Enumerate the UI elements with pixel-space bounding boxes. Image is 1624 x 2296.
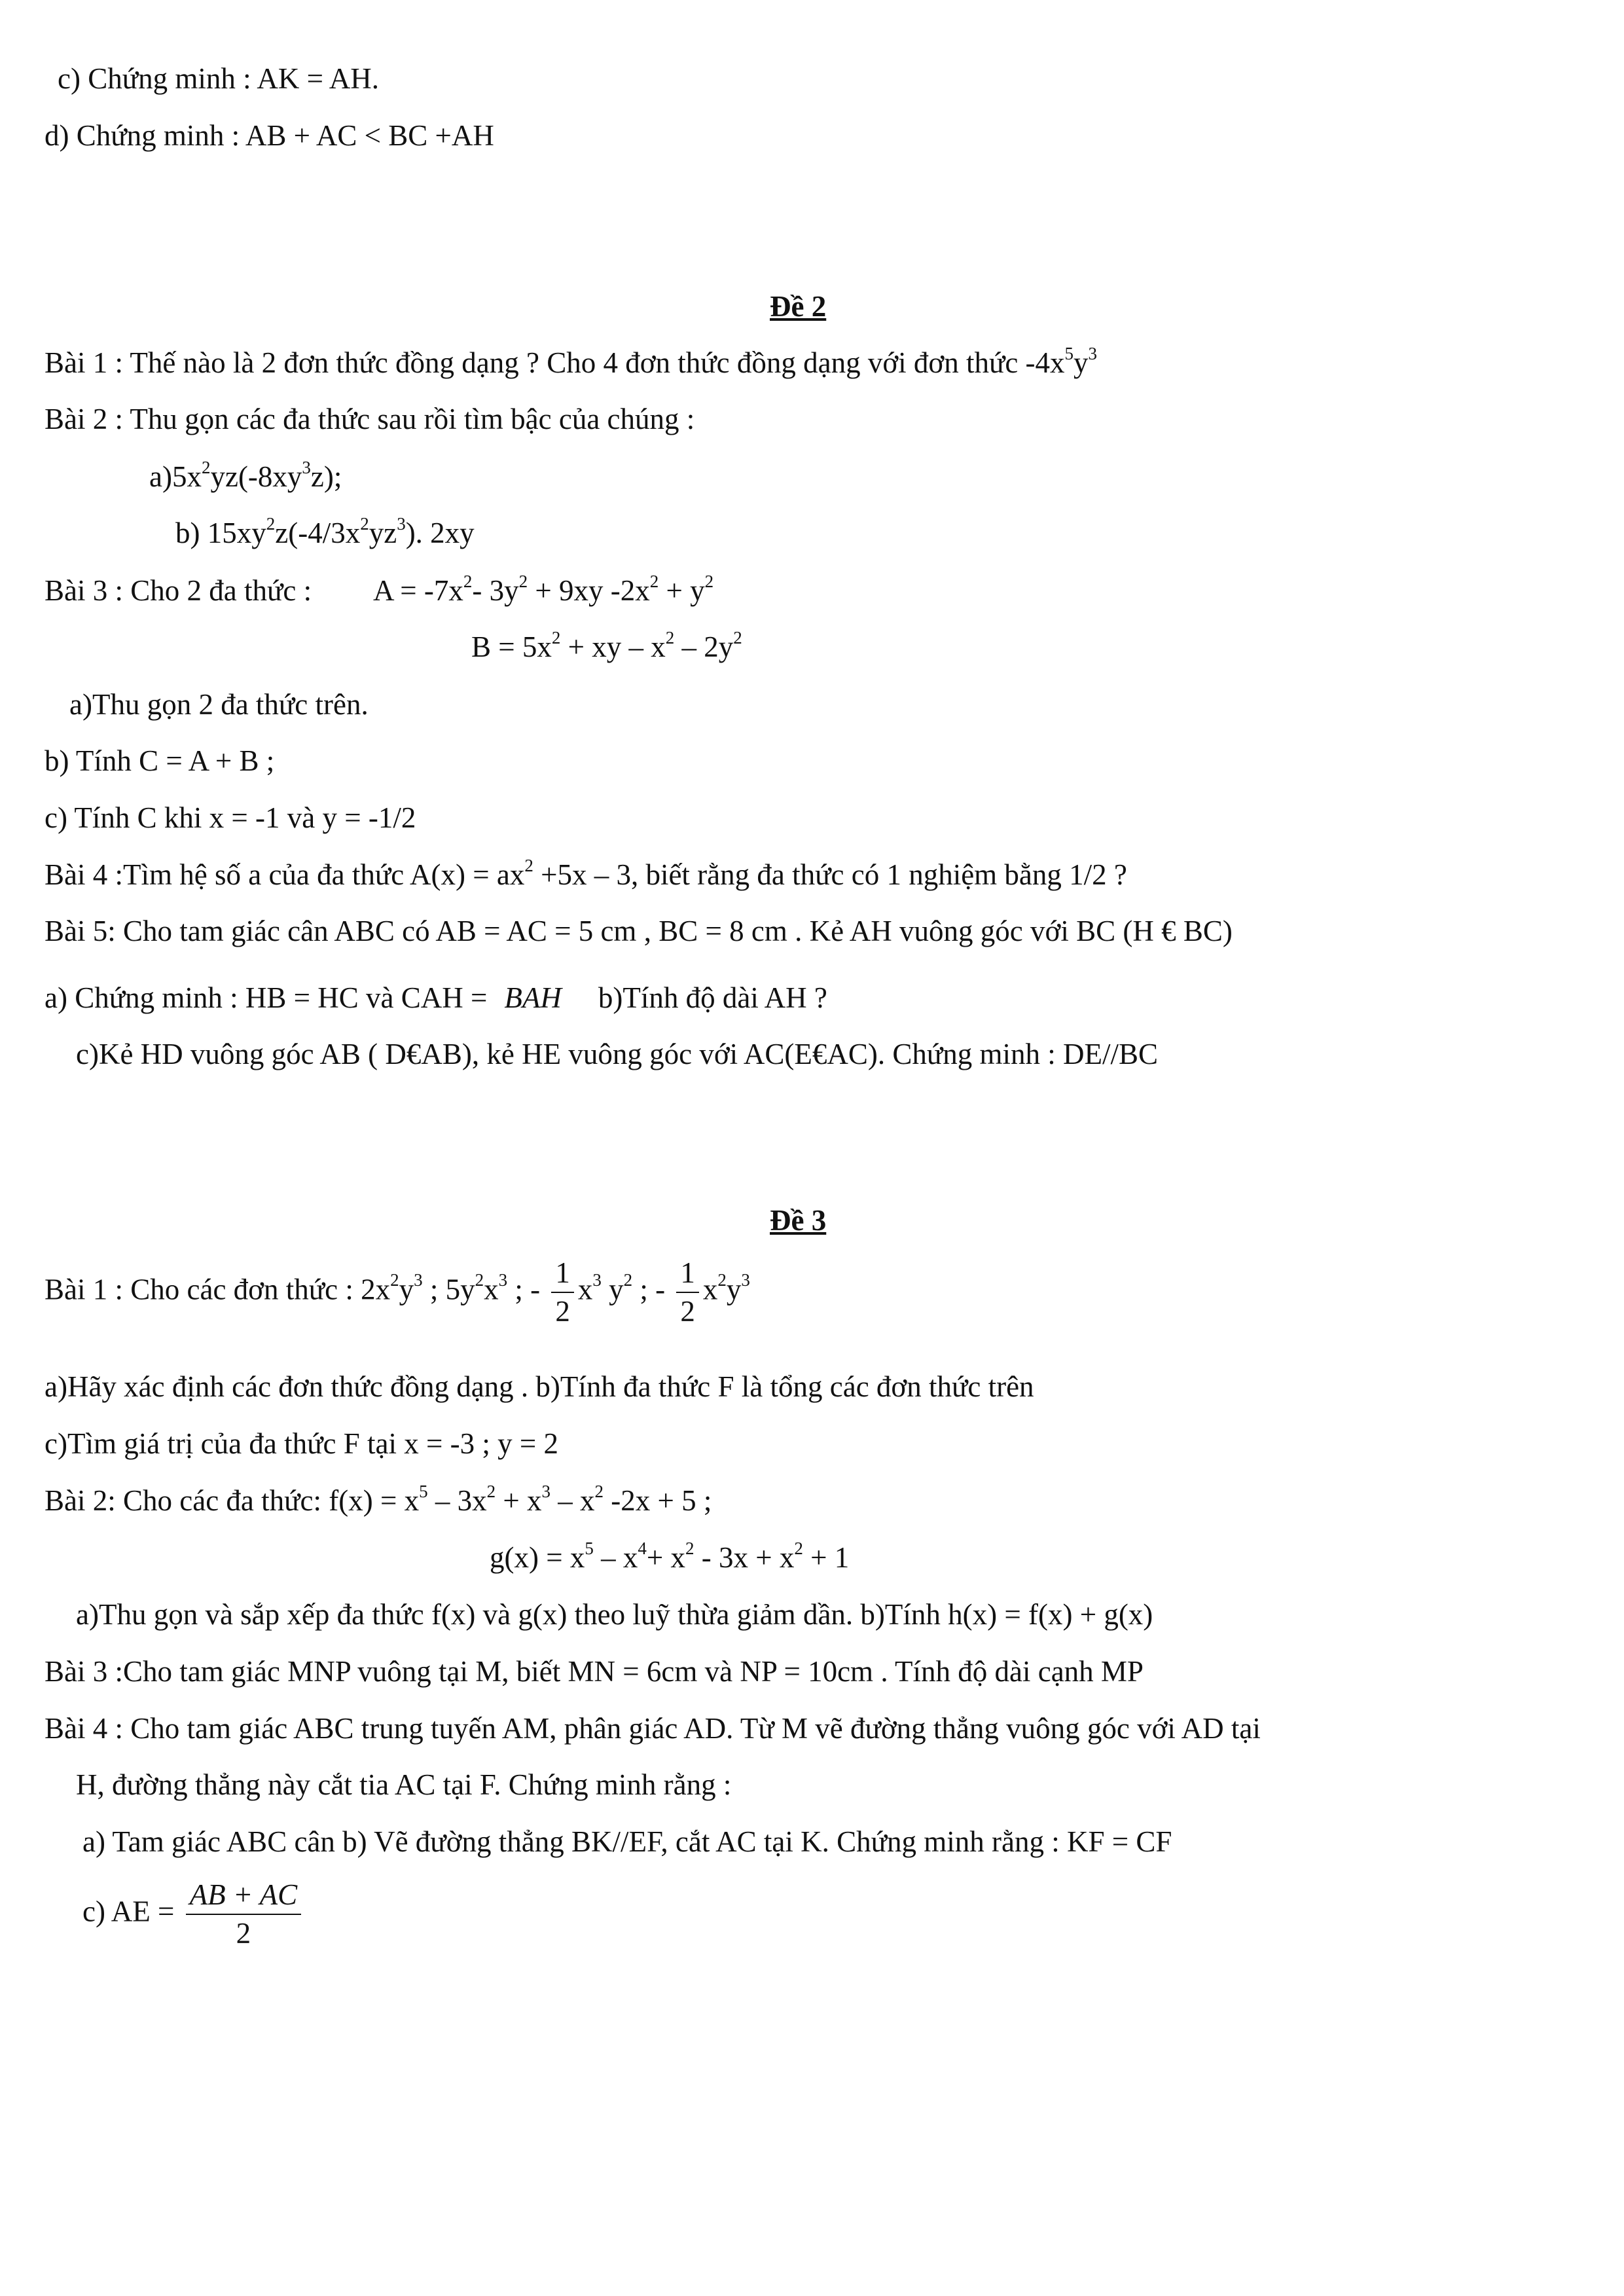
de3-bai4-line2: H, đường thẳng này cắt tia AC tại F. Chứng minh rằng : xyxy=(76,1768,732,1801)
de2-bai3-b: b) Tính C = A + B ; xyxy=(45,744,275,777)
de2-bai5-c: c)Kẻ HD vuông góc AB ( D€AB), kẻ HE vuông góc với AC(E€AC). Chứng minh : DE//BC xyxy=(76,1038,1159,1070)
de2-title: Đề 2 xyxy=(770,290,827,323)
de3-bai4-c: c) AE = $\frac{AB + AC}{2}$ xyxy=(82,1880,305,1948)
de3-bai2-g: $g(x) = x^5 - x^4+ x^2 - 3x + x^2 + 1$ xyxy=(490,1538,850,1574)
de3-title: Đề 3 xyxy=(770,1204,827,1237)
de3-bai2-ab: a)Thu gọn và sắp xếp đa thức f(x) và g(x) theo luỹ thừa giảm dần. b)Tính h(x) = f(x) + g(x) xyxy=(76,1598,1153,1631)
fraction-one-half-b: $\frac{1}{2}$ xyxy=(676,1258,699,1326)
de2-bai3-poly-b: $B = 5x^2$ + xy – $x^2 - 2y^2$ xyxy=(471,627,742,663)
de2-bai4: Bài 4 :Tìm hệ số a của đa thức $A(x) = ax^2 +5x - 3$, biết rằng đa thức có 1 nghiệm bằng 1/2 ? xyxy=(45,855,1127,891)
fraction-ab-plus-ac-over-2: $\frac{AB + AC}{2}$ xyxy=(186,1880,302,1948)
de2-bai3-c: c) Tính C khi x = -1 và y = -1/2 xyxy=(45,801,416,834)
de3-bai1-c: c)Tìm giá trị của đa thức F tại x = -3 ; y = 2 xyxy=(45,1427,558,1460)
de2-bai3-a: a)Thu gọn 2 đa thức trên. xyxy=(69,688,369,721)
de2-bai3-label: Bài 3 : Cho 2 đa thức : xyxy=(45,574,312,607)
de2-bai5-ab: a) Chứng minh : HB = HC và CAH = BAH b)Tính độ dài AH ? xyxy=(45,981,827,1014)
de3-bai1-ab: a)Hãy xác định các đơn thức đồng dạng . b)Tính đa thức F là tổng các đơn thức trên xyxy=(45,1370,1034,1403)
de2-bai3-poly-a: $A = -7x^2-$ $3y^2 + 9xy$ $-2x^2 + y^2$ xyxy=(373,571,714,607)
de2-bai2-b: b) $15xy^2z(-4/3x^2yz^3)$. 2xy xyxy=(175,513,475,549)
fraction-one-half-a: $\frac{1}{2}$ xyxy=(551,1258,574,1326)
de3-bai1: Bài 1 : Cho các đơn thức : $2x^2y^3$ ; $5y^2x^3$ ; - $\frac{1}{2}$ $x^3$ $y^2$ ; - $\frac{1}{2}$ $x^2y^3$ xyxy=(45,1256,750,1328)
de1-part-c: c) Chứng minh : AK = AH. xyxy=(58,62,380,95)
de2-bai1: Bài 1 : Thế nào là 2 đơn thức đồng dạng ? Cho 4 đơn thức đồng dạng với đơn thức $-4x^5y^3$ xyxy=(45,343,1098,379)
de2-bai2-a: $a)5x^2yz(-8xy^3z)$; xyxy=(149,457,342,493)
de3-bai2-f: Bài 2: Cho các đa thức: $f(x) = x^5 - 3x^2 + x^3 - x^2$ -2x + 5 ; xyxy=(45,1481,712,1517)
de2-bai5: Bài 5: Cho tam giác cân ABC có AB = AC = 5 cm , BC = 8 cm . Kẻ AH vuông góc với BC (H € BC) xyxy=(45,915,1233,947)
de3-bai4-line1: Bài 4 : Cho tam giác ABC trung tuyến AM, phân giác AD. Từ M vẽ đường thẳng vuông góc với AD tại xyxy=(45,1712,1261,1745)
de2-bai2: Bài 2 : Thu gọn các đa thức sau rồi tìm bậc của chúng : xyxy=(45,403,695,435)
de3-bai4-ab: a) Tam giác ABC cân b) Vẽ đường thẳng BK//EF, cắt AC tại K. Chứng minh rằng : KF = CF xyxy=(82,1825,1172,1858)
de1-part-d: d) Chứng minh : AB + AC < BC +AH xyxy=(45,119,494,152)
de3-bai3: Bài 3 :Cho tam giác MNP vuông tại M, biết MN = 6cm và NP = 10cm . Tính độ dài cạnh MP xyxy=(45,1655,1144,1688)
